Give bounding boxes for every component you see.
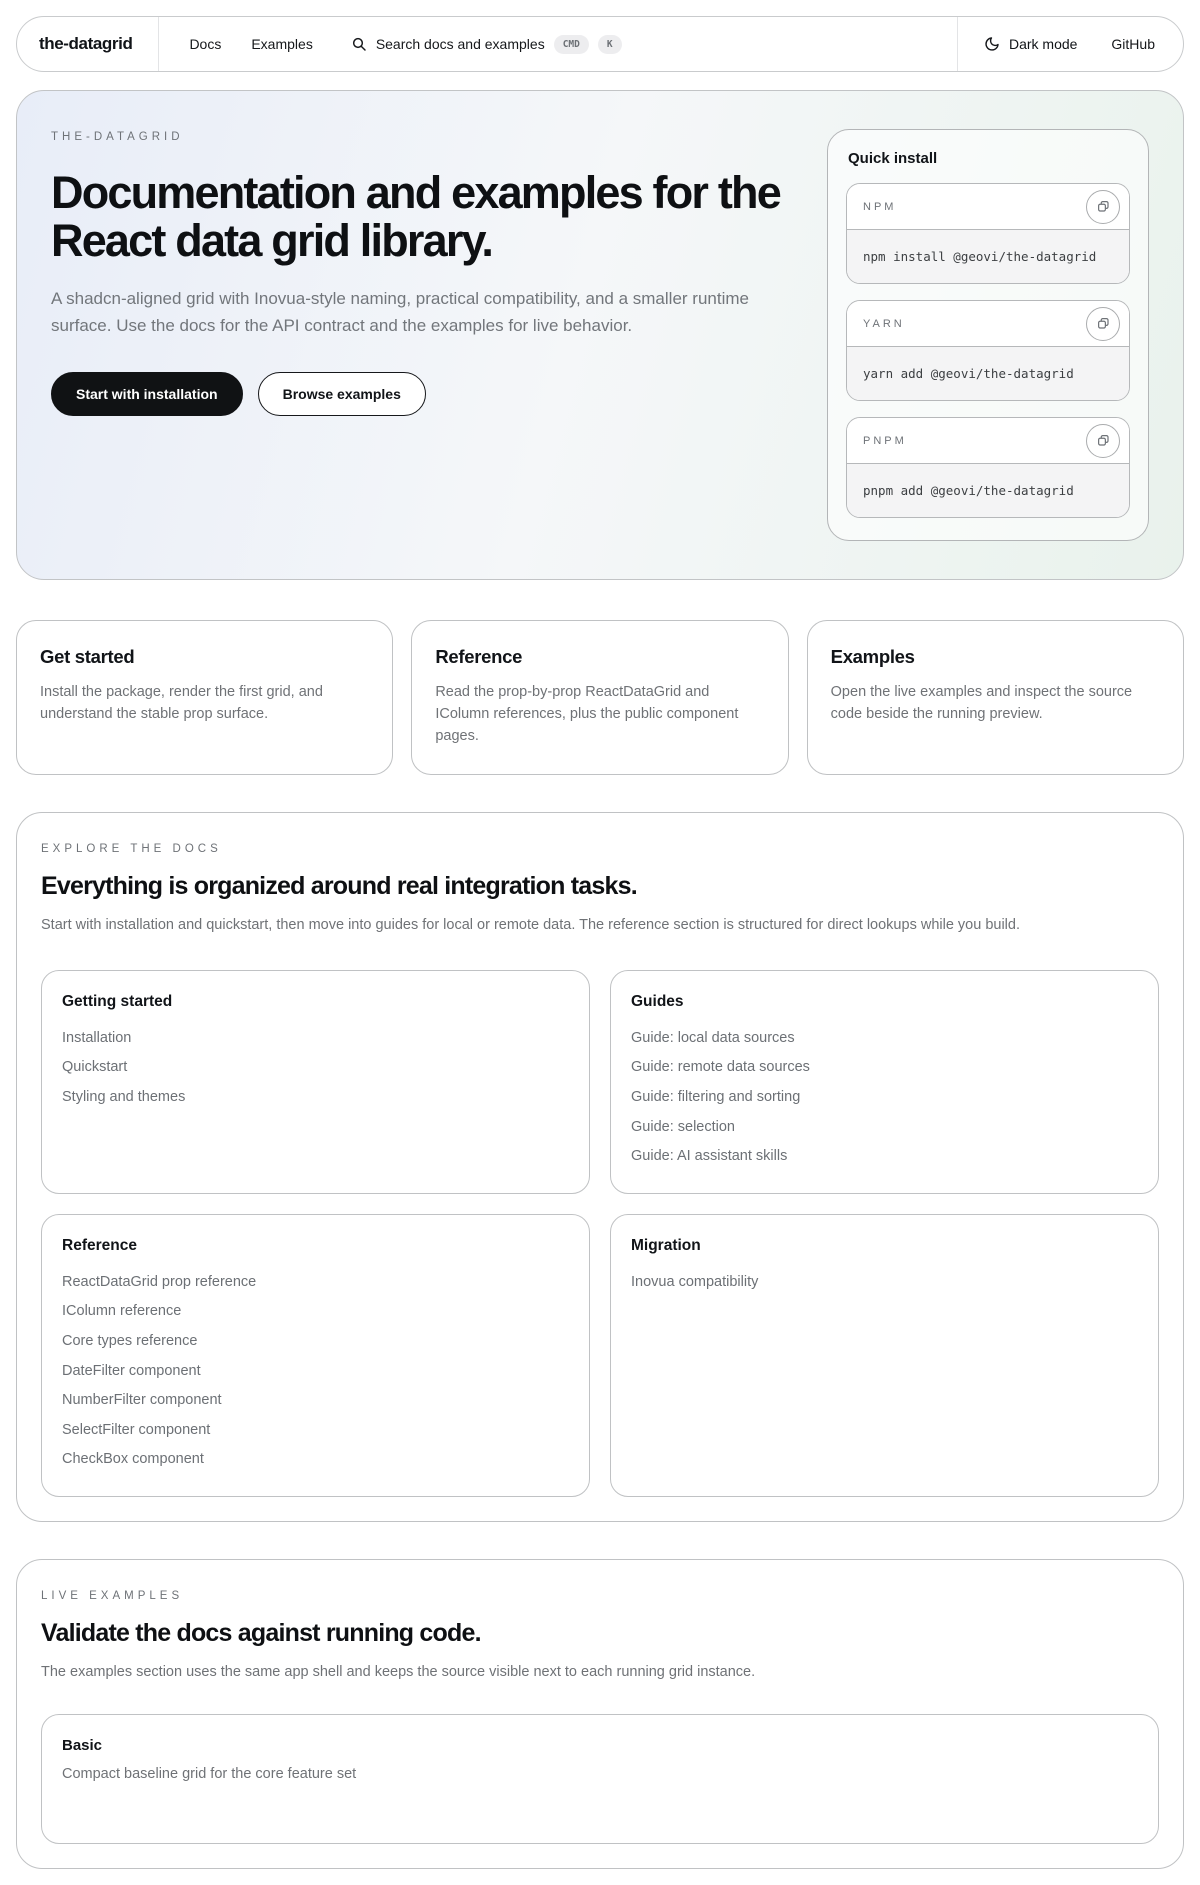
group-title: Reference: [62, 1236, 137, 1254]
install-block-yarn: [846, 300, 1130, 401]
feature-card-description: Open the live examples and inspect the source code beside the running preview.: [830, 684, 1133, 722]
install-block-npm-header: [847, 184, 1129, 230]
start-installation-button[interactable]: Start with installation: [51, 372, 243, 416]
feature-card-get-started[interactable]: [16, 620, 393, 775]
feature-card-examples[interactable]: [807, 620, 1184, 775]
feature-card-title: Examples: [830, 646, 915, 667]
kbd-cmd: CMD: [554, 35, 589, 54]
github-link[interactable]: GitHub: [1111, 36, 1155, 52]
doc-link-core-types[interactable]: Core types reference: [62, 1332, 198, 1349]
hero-description: A shadcn-aligned grid with Inovua-style naming, practical compatibility, and a smaller runtime surface. Use the docs for the API contract and the examples for live behavior.: [51, 289, 749, 336]
group-card-reference: [41, 1214, 590, 1497]
live-examples-title: Validate the docs against running code.: [41, 1619, 481, 1648]
doc-link-quickstart[interactable]: Quickstart: [62, 1059, 128, 1076]
doc-link-guide-local-data[interactable]: Guide: local data sources: [631, 1029, 795, 1046]
group-list: [631, 1267, 1138, 1297]
group-title: Getting started: [62, 993, 173, 1010]
group-card-getting-started: [41, 970, 590, 1194]
doc-link-datefilter[interactable]: DateFilter component: [62, 1362, 201, 1379]
group-card-migration: [610, 1214, 1159, 1497]
feature-card-reference[interactable]: [411, 620, 788, 775]
group-list: [62, 1267, 569, 1474]
doc-link-numberfilter[interactable]: NumberFilter component: [62, 1392, 222, 1409]
hero-copy: [51, 129, 783, 541]
doc-link-icolumn-reference[interactable]: IColumn reference: [62, 1303, 182, 1320]
copy-pnpm-button[interactable]: [1086, 424, 1120, 458]
dark-mode-label: Dark mode: [1008, 36, 1078, 52]
feature-card-description: Install the package, render the first grid, and understand the stable prop surface.: [40, 684, 323, 722]
quick-install-title: Quick install: [848, 150, 938, 167]
copy-icon: [1096, 199, 1111, 214]
pnpm-command[interactable]: pnpm add @geovi/the-datagrid: [847, 464, 1129, 517]
kbd-k: K: [598, 35, 622, 54]
explore-description: Start with installation and quickstart, then move into guides for local or remote data. The reference section is structured for direct lookups while you build.: [41, 917, 1020, 934]
doc-link-checkbox[interactable]: CheckBox component: [62, 1451, 204, 1468]
install-block-pnpm-header: [847, 418, 1129, 464]
hero-cta-row: [51, 372, 783, 416]
search-placeholder: Search docs and examples: [375, 36, 545, 52]
feature-card-title: Get started: [40, 646, 135, 667]
brand-logo[interactable]: the-datagrid: [17, 17, 159, 71]
nav-actions: [957, 17, 1183, 71]
live-examples-description: The examples section uses the same app shell and keeps the source visible next to each running grid instance.: [41, 1664, 756, 1681]
live-examples-eyebrow: LIVE EXAMPLES: [41, 1590, 184, 1603]
copy-icon: [1096, 316, 1111, 331]
group-title: Migration: [631, 1236, 701, 1254]
group-title: Guides: [631, 993, 684, 1010]
quick-install-card: [827, 129, 1149, 541]
feature-card-description: Read the prop-by-prop ReactDataGrid and IColumn references, plus the public component pages.: [435, 684, 739, 744]
hero-section: [16, 90, 1184, 580]
browse-examples-button[interactable]: Browse examples: [258, 372, 426, 416]
doc-link-guide-remote-data[interactable]: Guide: remote data sources: [631, 1059, 810, 1076]
nav-link-docs[interactable]: Docs: [189, 36, 222, 52]
search-icon: [351, 36, 367, 52]
copy-yarn-button[interactable]: [1086, 307, 1120, 341]
example-title: Basic: [62, 1736, 103, 1754]
doc-link-installation[interactable]: Installation: [62, 1029, 132, 1046]
explore-docs-section: [16, 812, 1184, 1522]
group-list: [62, 1023, 569, 1112]
doc-link-guide-filtering-sorting[interactable]: Guide: filtering and sorting: [631, 1088, 801, 1105]
feature-card-title: Reference: [435, 646, 523, 667]
nav-link-examples[interactable]: Examples: [251, 36, 313, 52]
install-block-pnpm: [846, 417, 1130, 518]
moon-icon: [984, 36, 1000, 52]
explore-title: Everything is organized around real integration tasks.: [41, 872, 637, 901]
copy-npm-button[interactable]: [1086, 190, 1120, 224]
explore-eyebrow: EXPLORE THE DOCS: [41, 843, 222, 856]
top-nav: [16, 16, 1184, 72]
hero-eyebrow: THE-DATAGRID: [51, 131, 184, 143]
group-list: [631, 1023, 1138, 1171]
group-card-guides: [610, 970, 1159, 1194]
doc-groups-grid: [41, 970, 1159, 1497]
install-block-yarn-header: [847, 301, 1129, 347]
doc-link-inovua-compatibility[interactable]: Inovua compatibility: [631, 1273, 759, 1290]
npm-command[interactable]: npm install @geovi/the-datagrid: [847, 230, 1129, 283]
copy-icon: [1096, 433, 1111, 448]
example-description: Compact baseline grid for the core feature set: [62, 1765, 357, 1782]
example-card-basic[interactable]: [41, 1714, 1159, 1844]
doc-link-reactdatagrid-props[interactable]: ReactDataGrid prop reference: [62, 1273, 257, 1290]
live-examples-section: [16, 1559, 1184, 1869]
npm-label: NPM: [863, 200, 897, 213]
doc-link-styling-themes[interactable]: Styling and themes: [62, 1088, 186, 1105]
doc-link-guide-selection[interactable]: Guide: selection: [631, 1118, 735, 1135]
doc-link-guide-ai-skills[interactable]: Guide: AI assistant skills: [631, 1148, 788, 1165]
feature-cards-row: [16, 620, 1184, 775]
doc-link-selectfilter[interactable]: SelectFilter component: [62, 1421, 211, 1438]
yarn-label: YARN: [863, 317, 905, 330]
install-block-npm: [846, 183, 1130, 284]
search-input[interactable]: [351, 35, 622, 54]
hero-title: Documentation and examples for the React data grid library.: [51, 167, 780, 266]
dark-mode-toggle[interactable]: [984, 36, 1077, 52]
pnpm-label: PNPM: [863, 434, 907, 447]
yarn-command[interactable]: yarn add @geovi/the-datagrid: [847, 347, 1129, 400]
